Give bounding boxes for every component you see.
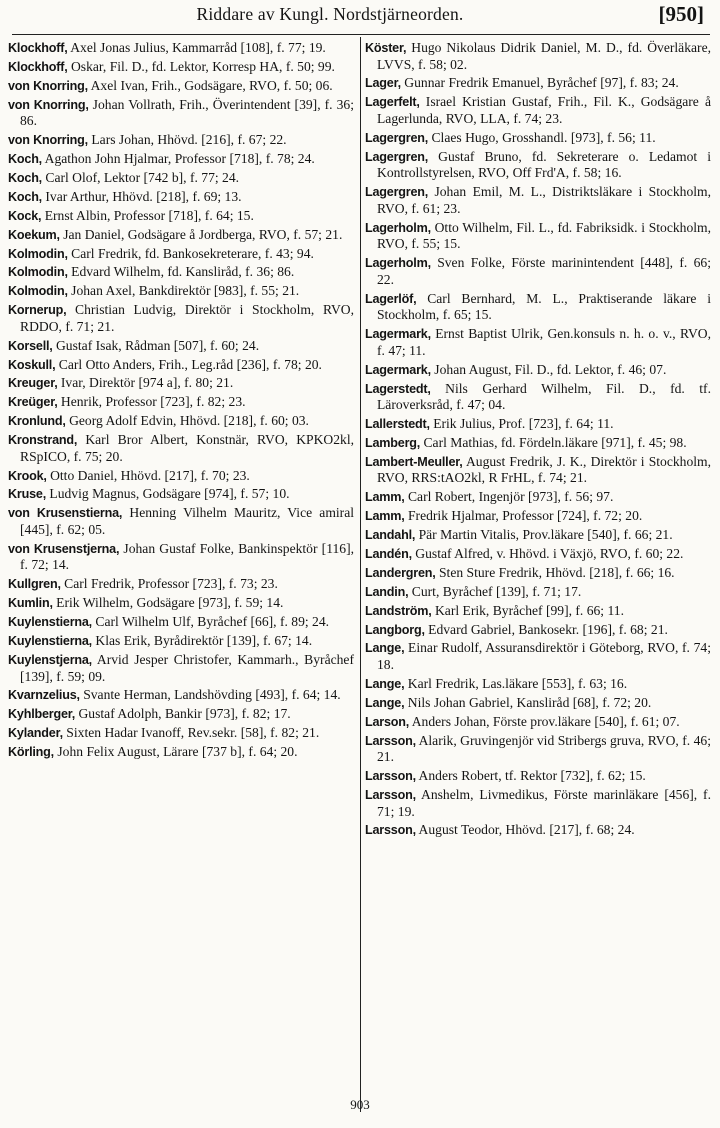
entry-surname: Landström, <box>365 603 432 618</box>
entry-details: Johan Emil, M. L., Distriktsläkare i Stockholm, RVO, f. 61; 23. <box>377 184 711 216</box>
entry-details: Karl Fredrik, Las.läkare [553], f. 63; 16. <box>404 675 628 691</box>
directory-entry <box>8 744 354 761</box>
entry-surname: Kuylenstierna, <box>8 634 92 649</box>
entry-surname: Larson, <box>365 714 410 729</box>
entry-surname: Kullgren, <box>8 577 61 592</box>
entry-details: John Felix August, Lärare [737 b], f. 64; 20. <box>53 744 298 760</box>
header-rule <box>12 34 710 35</box>
entry-details: Israel Kristian Gustaf, Frih., Fil. K., Godsägare å Lagerlunda, RVO, LLA, f. 74; 23. <box>377 94 711 126</box>
right-column <box>365 40 711 841</box>
entry-surname: Kyhlberger, <box>8 707 76 722</box>
directory-entry <box>365 40 711 73</box>
entry-details: Carl Fredrik, Professor [723], f. 73; 23. <box>60 576 278 592</box>
entry-details: Alarik, Gruvingenjör vid Stribergs gruva, RVO, f. 46; 21. <box>377 732 711 765</box>
entry-details: August Fredrik, J. K., Direktör i Stockholm, RVO, RRS:tAO2kl, R FrHL, f. 74; 21. <box>377 453 711 486</box>
entry-details: Ernst Albin, Professor [718], f. 64; 15. <box>41 207 254 223</box>
directory-entry <box>8 633 354 650</box>
entry-surname: Kronlund, <box>8 414 66 429</box>
directory-entry <box>365 565 711 582</box>
entry-surname: Lagergren, <box>365 185 429 200</box>
entry-surname: von Krusenstierna, <box>8 506 123 521</box>
entry-surname: Klockhoff, <box>8 59 68 74</box>
running-title: Riddare av Kungl. Nordstjärneorden. <box>196 4 464 24</box>
entry-surname: Landén, <box>365 546 412 561</box>
entry-details: Carl Otto Anders, Frih., Leg.råd [236], f. 78; 20. <box>55 356 322 372</box>
directory-entry <box>8 97 354 130</box>
entry-details: Gustaf Isak, Rådman [507], f. 60; 24. <box>52 337 260 353</box>
directory-entry <box>365 381 711 414</box>
entry-details: Johan Axel, Bankdirektör [983], f. 55; 21. <box>67 283 300 299</box>
entry-surname: Kruse, <box>8 487 46 502</box>
directory-entry <box>365 508 711 525</box>
entry-details: Johan Gustaf Folke, Bankinspektör [116], f. 72; 14. <box>20 540 354 573</box>
directory-entry <box>365 149 711 182</box>
entry-surname: Lagerstedt, <box>365 381 431 396</box>
entry-details: Edvard Wilhelm, fd. Kansliråd, f. 36; 86. <box>67 264 295 280</box>
directory-entry <box>8 357 354 374</box>
entry-surname: Lagerholm, <box>365 256 431 271</box>
entry-surname: Larsson, <box>365 787 416 802</box>
directory-entry <box>365 94 711 127</box>
directory-entry <box>8 227 354 244</box>
entry-surname: Kolmodin, <box>8 265 68 280</box>
entry-surname: Lange, <box>365 676 405 691</box>
directory-entry <box>365 695 711 712</box>
entry-surname: von Knorring, <box>8 78 88 93</box>
directory-entry <box>8 132 354 149</box>
directory-entry <box>365 184 711 217</box>
directory-entry <box>8 302 354 335</box>
left-column <box>8 40 354 763</box>
entry-details: Karl Erik, Byråchef [99], f. 66; 11. <box>431 602 624 618</box>
entry-surname: Koekum, <box>8 227 60 242</box>
entry-surname: Langborg, <box>365 622 425 637</box>
entry-surname: Kock, <box>8 208 42 223</box>
directory-entry <box>8 394 354 411</box>
entry-details: Edvard Gabriel, Bankosekr. [196], f. 68; 21. <box>424 621 668 637</box>
directory-entry <box>8 208 354 225</box>
entry-surname: Körling, <box>8 745 54 760</box>
entry-surname: Kornerup, <box>8 303 67 318</box>
entry-surname: von Krusenstjerna, <box>8 541 120 556</box>
entry-surname: Kreuger, <box>8 376 58 391</box>
directory-entry <box>365 527 711 544</box>
entry-surname: Koskull, <box>8 357 56 372</box>
entry-details: Axel Ivan, Frih., Godsägare, RVO, f. 50; 06. <box>87 77 333 93</box>
entry-surname: Landergren, <box>365 565 436 580</box>
entry-details: Gustaf Bruno, fd. Sekreterare o. Ledamot i Kontrollstyrelsen, RVO, Off Frd'A, f. 58; 16. <box>377 148 711 181</box>
entry-surname: Lagerfelt, <box>365 95 420 110</box>
entry-surname: Landahl, <box>365 528 416 543</box>
directory-entry <box>8 189 354 206</box>
directory-entry <box>365 220 711 253</box>
entry-details: Georg Adolf Edvin, Hhövd. [218], f. 60; 03. <box>65 413 309 429</box>
entry-details: Gustaf Adolph, Bankir [973], f. 82; 17. <box>75 706 291 722</box>
directory-entry <box>365 326 711 359</box>
entry-details: Erik Wilhelm, Godsägare [973], f. 59; 14. <box>52 595 284 611</box>
entry-surname: Lambert-Meuller, <box>365 454 463 469</box>
entry-surname: Kvarnzelius, <box>8 688 80 703</box>
entry-details: Christian Ludvig, Direktör i Stockholm, RVO, RDDO, f. 71; 21. <box>20 302 354 334</box>
directory-entry <box>365 255 711 288</box>
directory-entry <box>8 78 354 95</box>
entry-surname: Kumlin, <box>8 596 53 611</box>
directory-entry <box>8 432 354 465</box>
entry-details: Anshelm, Livmedikus, Förste marinläkare [456], f. 71; 19. <box>377 786 711 819</box>
entry-details: Lars Johan, Hhövd. [216], f. 67; 22. <box>87 132 287 148</box>
directory-entry <box>8 725 354 742</box>
directory-entry <box>8 595 354 612</box>
directory-entry <box>365 733 711 766</box>
directory-entry <box>8 576 354 593</box>
directory-entry <box>365 75 711 92</box>
entry-surname: Koch, <box>8 170 42 185</box>
entry-details: Sixten Hadar Ivanoff, Rev.sekr. [58], f. 82; 21. <box>62 725 320 741</box>
directory-entry <box>365 291 711 324</box>
directory-entry <box>8 375 354 392</box>
entry-surname: Lange, <box>365 641 405 656</box>
entry-details: Jan Daniel, Godsägare å Jordberga, RVO, f. 57; 21. <box>59 226 343 242</box>
directory-entry <box>365 603 711 620</box>
entry-details: Sven Folke, Förste marinintendent [448], f. 66; 22. <box>377 255 711 287</box>
directory-entry <box>8 40 354 57</box>
entry-surname: von Knorring, <box>8 133 88 148</box>
directory-entry <box>8 486 354 503</box>
entry-surname: Klockhoff, <box>8 41 68 55</box>
entry-details: Carl Robert, Ingenjör [973], f. 56; 97. <box>404 489 614 505</box>
entry-details: Arvid Jesper Christofer, Kammarh., Byråchef [139], f. 59; 09. <box>20 651 354 684</box>
directory-entry <box>365 787 711 820</box>
entry-surname: von Knorring, <box>8 97 89 112</box>
entry-details: Axel Jonas Julius, Kammarråd [108], f. 77; 19. <box>67 40 326 55</box>
directory-entry <box>365 768 711 785</box>
entry-details: Curt, Byråchef [139], f. 71; 17. <box>408 583 582 599</box>
directory-entry <box>365 435 711 452</box>
entry-details: Hugo Nikolaus Didrik Daniel, M. D., fd. Överläkare, LVVS, f. 58; 02. <box>377 40 711 72</box>
directory-entry <box>8 170 354 187</box>
directory-entry <box>8 59 354 76</box>
entry-surname: Lagergren, <box>365 149 429 164</box>
entry-surname: Lagergren, <box>365 130 429 145</box>
entry-surname: Krook, <box>8 468 47 483</box>
entry-details: Carl Bernhard, M. L., Praktiserande läkare i Stockholm, f. 65; 15. <box>377 290 711 323</box>
entry-surname: Köster, <box>365 41 407 55</box>
header-page-number: [950] <box>658 2 704 26</box>
entry-surname: Lange, <box>365 695 405 710</box>
entry-details: Henrik, Professor [723], f. 82; 23. <box>57 394 246 410</box>
entry-details: Fredrik Hjalmar, Professor [724], f. 72; 20. <box>404 508 643 524</box>
entry-details: Carl Mathias, fd. Fördeln.läkare [971], f. 45; 98. <box>420 434 687 450</box>
directory-entry <box>365 640 711 673</box>
entry-surname: Landin, <box>365 584 409 599</box>
directory-entry <box>8 541 354 574</box>
directory-entry <box>8 283 354 300</box>
directory-entry <box>8 468 354 485</box>
directory-entry <box>365 130 711 147</box>
directory-entry <box>365 714 711 731</box>
entry-surname: Lagermark, <box>365 362 431 377</box>
directory-entry <box>8 706 354 723</box>
entry-details: Ivar, Direktör [974 a], f. 80; 21. <box>57 375 234 391</box>
entry-surname: Kuylenstjerna, <box>8 652 92 667</box>
entry-details: Nils Gerhard Wilhelm, Fil. D., fd. tf. Läroverksråd, f. 47; 04. <box>377 380 711 413</box>
directory-entry <box>8 413 354 430</box>
entry-details: Erik Julius, Prof. [723], f. 64; 11. <box>429 416 614 432</box>
directory-entry <box>8 264 354 281</box>
entry-details: Claes Hugo, Grosshandl. [973], f. 56; 11. <box>428 129 656 145</box>
entry-surname: Lagermark, <box>365 327 431 342</box>
entry-details: Otto Wilhelm, Fil. L., fd. Fabriksidk. i Stockholm, RVO, f. 55; 15. <box>377 219 711 252</box>
directory-entry <box>8 652 354 685</box>
page-header <box>12 2 708 32</box>
entry-details: Pär Martin Vitalis, Prov.läkare [540], f. 66; 21. <box>415 527 673 543</box>
entry-details: Anders Johan, Förste prov.läkare [540], f. 61; 07. <box>409 713 680 729</box>
entry-surname: Lamm, <box>365 490 405 505</box>
entry-surname: Larsson, <box>365 769 416 784</box>
entry-surname: Koch, <box>8 152 42 167</box>
entry-details: Einar Rudolf, Assuransdirektör i Göteborg, RVO, f. 74; 18. <box>377 640 711 673</box>
entry-details: Ernst Baptist Ulrik, Gen.konsuls n. h. o. v., RVO, f. 47; 11. <box>377 326 711 358</box>
directory-entry <box>365 416 711 433</box>
directory-entry <box>365 822 711 839</box>
directory-entry <box>8 614 354 631</box>
entry-surname: Kuylenstierna, <box>8 615 92 630</box>
entry-details: Ludvig Magnus, Godsägare [974], f. 57; 10. <box>46 486 290 502</box>
entry-surname: Korsell, <box>8 338 53 353</box>
entry-surname: Lagerholm, <box>365 220 431 235</box>
entry-details: August Teodor, Hhövd. [217], f. 68; 24. <box>415 822 635 838</box>
directory-entry <box>365 622 711 639</box>
entry-details: Klas Erik, Byrådirektör [139], f. 67; 14. <box>92 633 313 649</box>
entry-surname: Lamberg, <box>365 435 421 450</box>
entry-details: Johan August, Fil. D., fd. Lektor, f. 46; 07. <box>430 361 667 377</box>
entry-details: Oskar, Fil. D., fd. Lektor, Korresp HA, f. 50; 99. <box>67 58 335 74</box>
column-divider <box>360 37 361 1112</box>
entry-details: Karl Bror Albert, Konstnär, RVO, KPKO2kl, RSpICO, f. 75; 20. <box>20 432 354 464</box>
entry-surname: Kolmodin, <box>8 284 68 299</box>
entry-details: Gustaf Alfred, v. Hhövd. i Växjö, RVO, f. 60; 22. <box>411 545 684 561</box>
entry-details: Carl Fredrik, fd. Bankosekreterare, f. 43; 94. <box>67 245 314 261</box>
entry-surname: Larsson, <box>365 823 416 838</box>
entry-details: Ivar Arthur, Hhövd. [218], f. 69; 13. <box>41 188 242 204</box>
entry-surname: Kolmodin, <box>8 246 68 261</box>
entry-details: Nils Johan Gabriel, Kansliråd [68], f. 72; 20. <box>404 694 652 710</box>
entry-details: Henning Vilhelm Mauritz, Vice amiral [445], f. 62; 05. <box>20 505 355 537</box>
entry-surname: Koch, <box>8 189 42 204</box>
entry-details: Carl Wilhelm Ulf, Byråchef [66], f. 89; 24. <box>92 614 330 630</box>
entry-details: Agathon John Hjalmar, Professor [718], f. 78; 24. <box>41 151 315 167</box>
entry-surname: Lager, <box>365 76 401 91</box>
entry-surname: Kreüger, <box>8 395 58 410</box>
entry-surname: Lamm, <box>365 509 405 524</box>
entry-surname: Kylander, <box>8 726 63 741</box>
entry-details: Anders Robert, tf. Rektor [732], f. 62; 15. <box>415 768 646 784</box>
directory-entry <box>365 546 711 563</box>
directory-entry <box>8 151 354 168</box>
entry-details: Johan Vollrath, Frih., Överintendent [39], f. 36; 86. <box>20 96 354 129</box>
directory-entry <box>365 489 711 506</box>
directory-entry <box>365 584 711 601</box>
entry-details: Sten Sture Fredrik, Hhövd. [218], f. 66; 16. <box>435 564 675 580</box>
entry-surname: Lagerlöf, <box>365 291 417 306</box>
directory-entry <box>8 338 354 355</box>
directory-entry <box>365 676 711 693</box>
entry-surname: Lallerstedt, <box>365 417 430 432</box>
directory-entry <box>365 454 711 487</box>
directory-entry <box>8 246 354 263</box>
entry-details: Carl Olof, Lektor [742 b], f. 77; 24. <box>41 169 240 185</box>
directory-entry <box>8 687 354 704</box>
entry-details: Otto Daniel, Hhövd. [217], f. 70; 23. <box>46 467 250 483</box>
directory-entry <box>365 362 711 379</box>
directory-entry <box>8 505 354 538</box>
entry-details: Gunnar Fredrik Emanuel, Byråchef [97], f. 83; 24. <box>400 75 679 91</box>
entry-surname: Kronstrand, <box>8 433 78 448</box>
entry-surname: Larsson, <box>365 733 416 748</box>
entry-details: Svante Herman, Landshövding [493], f. 64; 14. <box>79 687 341 703</box>
footer-page-number: 903 <box>350 1097 370 1112</box>
